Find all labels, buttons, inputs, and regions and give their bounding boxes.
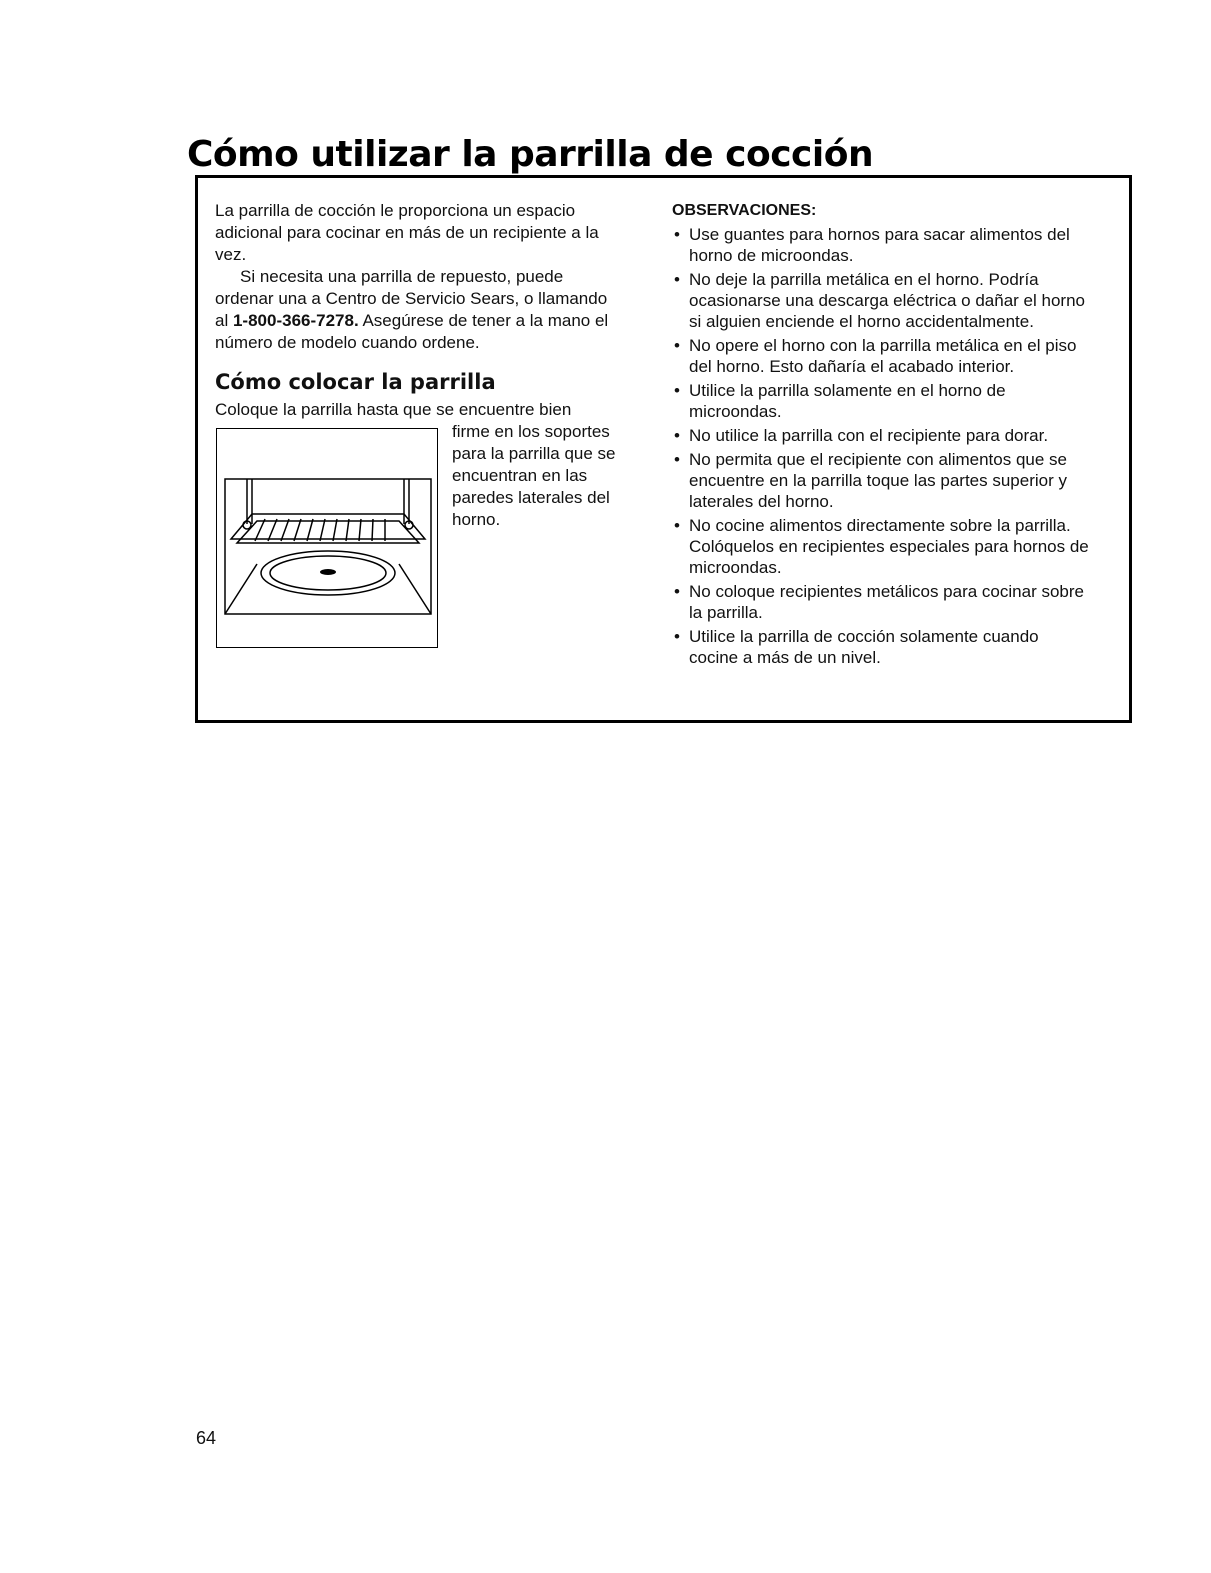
intro-text-after-phone: Asegúrese de tener a la mano el número de modelo cuando ordene. <box>215 311 609 352</box>
list-item: • No opere el horno con la parrilla metálica en el piso del horno. Esto dañaría el acabado interior. <box>672 335 1092 377</box>
placement-heading: Cómo colocar la parrilla <box>215 370 496 394</box>
list-item: • No deje la parrilla metálica en el horno. Podría ocasionarse una descarga eléctrica o dañar el horno si alguien enciende el horno accidentalmente. <box>672 269 1092 332</box>
phone-number: 1-800-366-7278. <box>232 311 359 330</box>
page-number: 64 <box>196 1428 217 1448</box>
placement-text-side: firme en los soportes para la parrilla que se encuentran en las paredes laterales del horno. <box>452 422 616 529</box>
observations-list <box>672 224 1092 668</box>
intro-text-before-phone: Si necesita una parrilla de repuesto, puede ordenar una a Centro de Servicio Sears, o llamando al <box>215 267 608 330</box>
oven-rack-drawing <box>217 429 439 649</box>
placement-text-intro: Coloque la parrilla hasta que se encuentre bien <box>215 400 572 419</box>
intro-paragraph-1: La parrilla de cocción le proporciona un espacio adicional para cocinar en más de un recipiente a la vez. <box>215 201 599 264</box>
list-item: • No utilice la parrilla con el recipiente para dorar. <box>672 425 1092 446</box>
observations-heading: OBSERVACIONES: <box>672 202 817 219</box>
list-item: • Use guantes para hornos para sacar alimentos del horno de microondas. <box>672 224 1092 266</box>
list-item: • No coloque recipientes metálicos para cocinar sobre la parrilla. <box>672 581 1092 623</box>
observations-column <box>672 200 1092 671</box>
list-item: • Utilice la parrilla solamente en el horno de microondas. <box>672 380 1092 422</box>
intro-column <box>215 200 625 354</box>
intro-paragraph-2 <box>215 266 625 354</box>
oven-rack-illustration <box>216 428 438 648</box>
list-item: • No permita que el recipiente con alimentos que se encuentre en la parrilla toque las partes superior y laterales del horno. <box>672 449 1092 512</box>
list-item: • Utilice la parrilla de cocción solamente cuando cocine a más de un nivel. <box>672 626 1092 668</box>
list-item: • No cocine alimentos directamente sobre la parrilla. Colóquelos en recipientes especiales para hornos de microondas. <box>672 515 1092 578</box>
page-title: Cómo utilizar la parrilla de cocción <box>187 134 874 175</box>
